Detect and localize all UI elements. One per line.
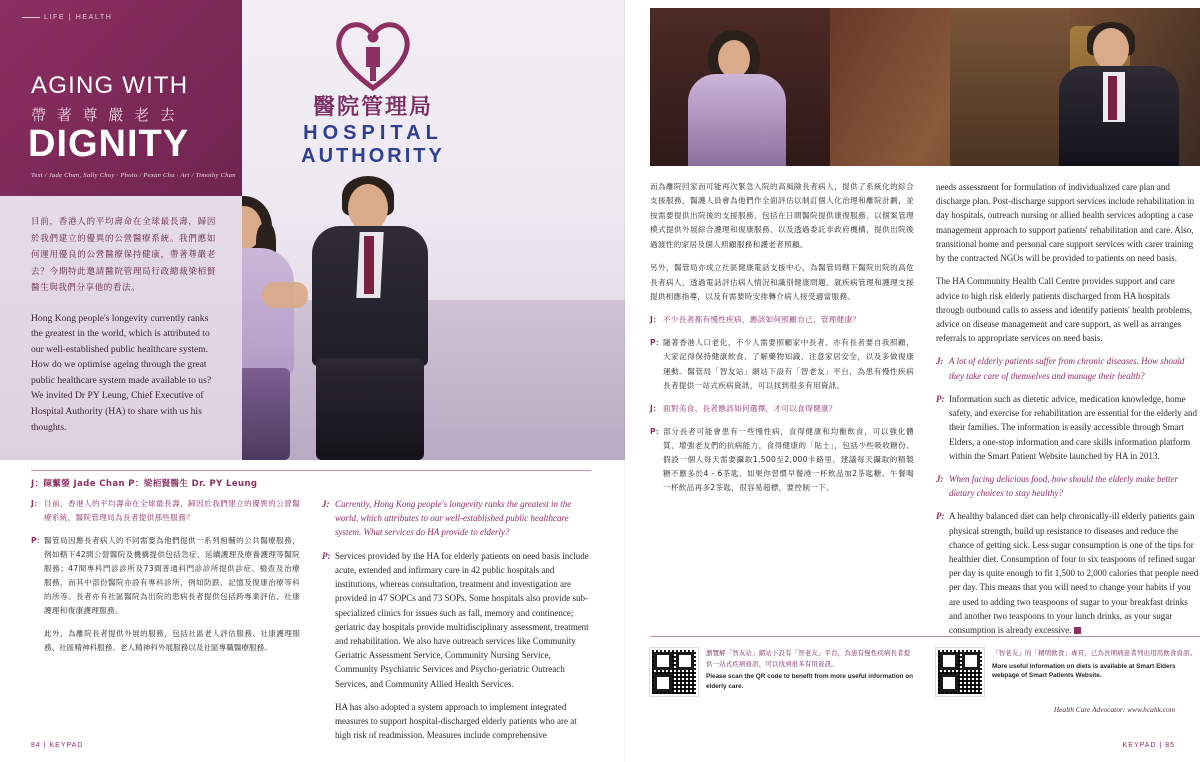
intro-block [0,196,242,460]
qa-item [936,392,1200,463]
answer-text: HA has also adopted a system approach to implement integrated measures to support hospital-discharged elderly patients who are at high risk of readmission. Measures include comprehensive [335,701,577,741]
speaker-mark: P: [936,393,945,404]
left-column-english [322,497,591,741]
handshake [262,282,308,308]
qa-item [936,354,1200,382]
qr-corner [940,674,958,692]
right-page [625,0,1200,762]
speaker-mark: P： [650,426,664,436]
question-text: When facing delicious food, how should the elderly make better dietary choices to stay healthy? [949,473,1178,499]
speaker-mark: J： [650,315,661,325]
speaker-mark: J: [322,499,330,509]
question-text: A lot of elderly patients suffer from chronic diseases. How should they take care of themselves and manage their health? [949,356,1185,381]
qa-item [650,402,914,416]
answer-text: 隨著香港人口老化，不少人需要照顧家中長者、亦有長者要自我照顧，大家記得保持健康飲食、了解藥物知識、注意家居安全，以及多做復康運動。醫管局「智友站」網站下設有「智老友」平台，為患有慢性疾病長者提供一站式疾病資訊，可以找到很多有用資訊。 [663,338,914,390]
right-text-columns [650,180,1200,636]
qa-item [322,549,591,691]
speaker-mark: P： [650,338,664,348]
qa-item [31,534,300,618]
answer-text: 而為離院回家而可能再次緊急入院的高風險長者病人，提供了系統化的綜合支援服務，醫護人員會為他們作全面評估以制訂個人化治理和離院計劃，並按需要提供出院後的支援服務，包括在日間醫院提供康復服務、以個案管理模式提供外展綜合護理和復康服務、以及透過委託非政府機構，提供出院後過渡性的家居及個人照顧服務和護老者照顧。 [650,182,914,249]
question-text: 面對美食、長者應該如何選擇，才可以食得健康？ [663,403,837,413]
right-divider [650,636,1200,637]
qa-item [650,425,914,495]
right-column-chinese [650,180,914,630]
left-column-chinese [31,497,300,727]
article-title-chinese: 帶 著 尊 嚴 老 去 [31,106,178,124]
advocate-credit: Health Care Advocator: www.hcahk.com [1053,705,1175,714]
qr-callout-smart-elders[interactable] [936,648,1200,696]
article-title-panel [0,0,242,196]
qr-caption-chinese: 瀏覽解「智友站」網站下設有「智老友」平台，為患有慢性疾病長者提供一站式疾病資訊，可以找到很多有用資訊。 [706,649,911,668]
qr-caption-group [706,648,914,691]
kicker-rule [22,17,40,18]
question-text: 不少長者都有慢性疾病，應該如何照顧自己、管理健康？ [663,315,861,325]
qr-corner [654,674,672,692]
answer-text: Information such as dietetic advice, medication knowledge, home safety, and exercise for rehabilitation are essential for the elderly and their families. The information is easily accessible through Smart Elders, a one-stop information and care skills information platform within the Smart Patient Website launched by HA in 2013. [949,393,1198,461]
answer-text: The HA Community Health Call Centre provides support and care advice to high risk elderly patients discharged from HA hospitals through outbound calls to assess and identify patients' health problems, advice on disease management and care support, as well as arranges referrals to appropriate services on need basis. [936,276,1193,344]
qr-caption-english: More useful information on diets is available at Smart Elders webpage of Smart Patients Website. [992,662,1176,680]
interviewee-photo-figure [1045,22,1195,166]
qa-item [650,336,914,392]
speaker-mark: P: [322,550,331,561]
ha-logo-hospital: HOSPITAL [303,122,443,145]
answer-text: 部分長者可能會患有一些慢性病，食得健康和均衡飲食，可以強化體質、增強老友們的抗病能力，食得健康的「貼士」，包括少些吸收糖份。假設一個人每天需要攝取1,500至2,000卡路里，建議每天攝取的精製糖不應多於4 - 6茶匙。如果你習慣早餐澆一杯飲品加2茶匙糖、午餐喝一杯飲品再多2茶匙，很容易超標，要控制一下。 [663,426,914,492]
speaker-mark: P: [936,511,945,522]
answer-text: Services provided by the HA for elderly patients on need basis include acute, extended and infirmary care in 42 public hospitals and institutions, whereas consultation, treatment and investigation are provided in 47 SOPCs and 73 SOPs. Some hospitals also provide sub-specialized clinics for issues such as fall, memory and continence; geriatric day hospitals provide multidisciplinary assessment, treatment and rehabilitation. We also have outreach services like Community Geriatric Assessment Service, Community Nursing Service, Community Psychiatric Services and Psycho-geriatric Outreach Services, and Community Allied Health Services. [335,550,589,689]
qr-code-icon[interactable] [936,648,984,696]
speaker-mark: J： [650,403,661,413]
folio-left: 84 | KEYPAD [31,742,84,749]
qa-item [322,497,591,540]
interview-photo [650,8,1200,166]
interviewee-figure [290,176,458,460]
section-kicker [18,14,112,21]
article-title-line2: DIGNITY [28,123,190,165]
right-column-english [936,180,1200,636]
end-of-article-mark [1074,627,1081,634]
hospital-authority-logo [268,14,478,168]
qr-code-icon[interactable] [650,648,698,696]
question-text: 目前，香港人的平均壽命在全球最長壽，歸因於我們建立的優異的公營醫療系統，醫院管理局為長者提供那些服務？ [44,499,300,523]
folio-right: KEYPAD | 85 [1122,742,1175,749]
qa-item [31,497,300,525]
speaker-legend: J：陳蘩鎣 Jade Chan P：梁栢賢醫生 Dr. PY Leung [31,479,258,489]
qr-caption-chinese: 「智老友」的「精明飲食」專頁，已為長期病患者列出用用飲食資訊。 [992,649,1197,657]
speaker-mark: J: [936,356,944,367]
qa-item [936,472,1200,500]
answer-text: 醫管局因應長者病人的不同需要為他們提供一系列相輔的公共醫療服務，例如轄下42間公營醫院及機構提供包括急症、延續護理及療養護理等醫院服務；47間專科門診診所及73間普通科門診診所提供診症、檢查及治療服務，而其中部份醫院亦設有專科診所，例如防跌、記憶及復康治療等科的所等。長者亦有社區醫院為出院的患病長者提供包括跨專業評估、社康護理和復康護理服務。 [44,536,300,616]
kicker-label: LIFE | HEALTH [44,14,113,21]
speaker-mark: J： [31,499,42,508]
qa-item [650,313,914,327]
answer-body: A healthy balanced diet can help chronically-ill elderly patients gain physical strength, build up resistance to diseases and reduce the chance of getting sick. Less sugar consumption is one of the tips for healthier diet. Consumption of four to six teaspoons of refined sugar per day is quite enough to fit 1,500 to 2,000 calories that people need per day. This means that you will need to change your habits if you are used to adding two teaspoons of sugar to your breakfast drinks and another two teaspoons to your lunch drinks, as your sugar consumption is already excessive. [949,511,1199,636]
ha-logo-chinese: 醫院管理局 [312,95,433,120]
intro-chinese: 目前，香港人的平均壽命在全球最長壽，歸因於我們建立的優異的公營醫療系統。我們應如何運用優良的公營醫療保持健康，帶著尊嚴老去？今期特此邀請醫院管理局行政總裁梁栢賢醫生與我們分享他的看法。 [31,217,216,294]
article-credits: Text / Jade Chan, Sally Choy · Photo / Pexan Cha · Art / Timothy Chan [31,172,236,179]
left-text-columns [31,497,591,741]
answer-text [949,509,1200,637]
heart-figure-icon [330,14,416,92]
speaker-mark: P： [31,536,45,546]
answer-text: 另外，醫管局亦成立社區健康電話支援中心，為醫管局轄下醫院出院的高危長者病人，透過電話評估病人情況和識別健康問題、就疾病管理和護理支援提供相應指導，以及有需要時安排轉介病人接受適當服務。 [650,263,914,301]
ha-logo-authority: AUTHORITY [301,145,445,168]
question-text: Currently, Hong Kong people's longevity ranks the greatest in the world, which attributes to our well-established public healthcare system. What services do HA provide to elderly? [335,499,572,538]
qa-item [936,509,1200,637]
qr-caption-english: Please scan the QR code to benefit from more useful information on elderly care. [706,673,914,690]
interviewer-photo-figure [680,30,800,166]
speaker-mark: J: [936,473,944,484]
answer-text: needs assessment for formulation of individualized care plan and discharge plan. Post-discharge support services include rehabilitation in day hospitals, outreach nursing or allied health services adopting a case management approach to support patients' rehabilitation and care. Also, transitional home and personal care support services with carer training by the contracted NGOs will be provided to patients on need basis. [936,182,1195,264]
left-divider [31,470,591,471]
answer-text: 此外，為離院長者提供外展的服務，包括社區老人評估服務、社康護理服務、社區精神科服務、老人精神科外展服務以及社區專職醫療服務。 [44,629,300,653]
article-title-line1: AGING WITH [31,72,189,99]
intro-english: Hong Kong people's longevity currently ranks the greatest in the world, which is attributed to our well-established public healthcare system. How do we optimise ageing through the great public healthcare system made available to us? We invited Dr PY Leung, Chief Executive of Hospital Authority (HA) to share with us his thoughts. [31,312,212,433]
qr-callout-elderly-care[interactable] [650,648,914,696]
qr-caption-group [992,648,1200,681]
